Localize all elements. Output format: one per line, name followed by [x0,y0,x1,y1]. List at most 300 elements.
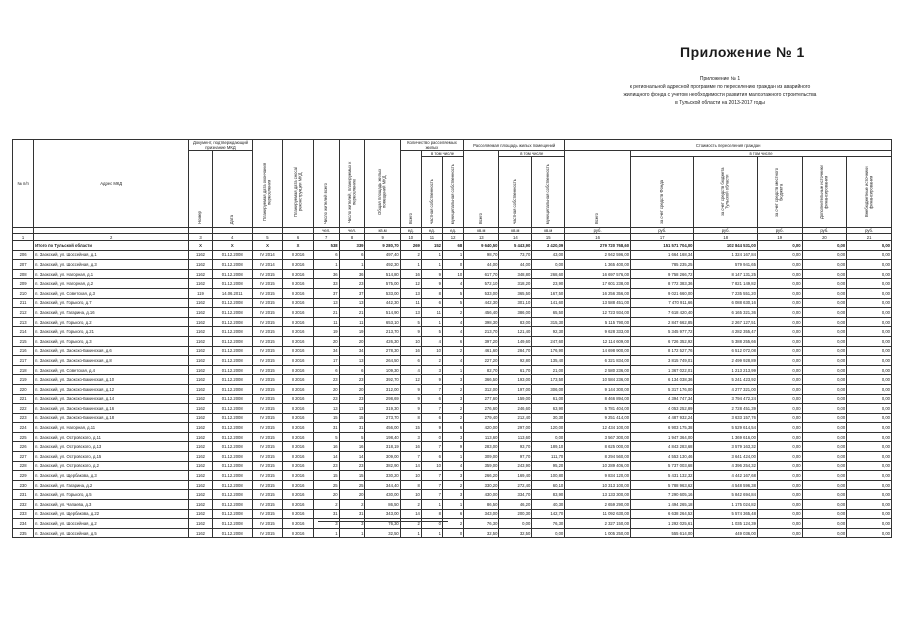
table-cell: 0,00 [757,375,802,385]
table-cell: IV 2015 [252,471,283,481]
table-cell: 7 [421,384,442,394]
table-cell: II 2016 [283,480,314,490]
table-cell: 211 [13,298,34,308]
table-cell: 11 [421,308,442,318]
table-cell: IV 2014 [252,260,283,270]
table-cell: 3 567 300,00 [565,432,631,442]
table-cell: 278,30 [365,346,400,356]
table-cell: 119 [189,288,213,298]
table-cell: 23 [313,375,339,385]
table-cell: 17 [313,356,339,366]
table-cell: 121,40 [499,327,532,337]
table-cell: 343,00 [464,509,499,519]
table-cell: 4 [421,336,442,346]
table-cell: 1162 [189,346,213,356]
table-row [13,500,892,510]
table-cell: IV 2015 [252,269,283,279]
table-cell: 0,00 [847,500,892,510]
table-cell: 14 [339,452,365,462]
table-cell: II 2016 [283,250,314,260]
table-cell: п. Заокский, ул. Горького, д.21 [34,327,189,337]
column-number-cell: 1 [13,234,34,241]
table-cell: 0,00 [847,490,892,500]
table-cell: II 2016 [283,432,314,442]
table-cell: 6 638 264,52 [631,509,694,519]
table-cell: 4 [443,356,464,366]
table-cell: 23,90 [532,279,565,289]
table-row [13,308,892,318]
table-cell: 0,00 [802,509,847,519]
table-cell: 617,70 [464,269,499,279]
table-cell: 83,00 [499,317,532,327]
table-cell: 135,40 [532,356,565,366]
table-cell: 0,00 [757,423,802,433]
table-cell: 01.12.2008 [212,308,252,318]
table-cell: 344,40 [365,480,400,490]
table-cell: 6 [421,413,442,423]
table-cell: II 2016 [283,423,314,433]
table-cell: 01.12.2008 [212,279,252,289]
table-cell: 0,00 [532,528,565,538]
table-cell: 1162 [189,423,213,433]
table-cell: 01.12.2008 [212,442,252,452]
unit-cell: руб. [802,228,847,234]
table-cell: 217 [13,356,34,366]
table-cell: 279,40 [464,413,499,423]
table-cell: 151 571 704,00 [631,241,694,251]
table-cell: п. Заокский, ул. Горького, д.7 [34,298,189,308]
table-cell: 9 [400,404,421,414]
table-cell: II 2016 [283,471,314,481]
table-cell: 12 434 100,00 [565,423,631,433]
table-cell: II 2016 [283,356,314,366]
table-cell: 301,10 [499,298,532,308]
table-cell: 0,00 [757,471,802,481]
table-cell: 7 821 149,82 [694,279,757,289]
table-cell: 1 [443,452,464,462]
table-cell: 0,00 [802,442,847,452]
table-cell: п. Заокский, ул. Заокско-Бакинская, д.10 [34,375,189,385]
table-cell: 23 [313,461,339,471]
table-cell: 461,60 [464,346,499,356]
table-cell: 0,00 [847,288,892,298]
unit-cell: кв.м [532,228,565,234]
table-cell: 1162 [189,336,213,346]
table-cell: 1162 [189,317,213,327]
table-cell: 1 367 022,01 [631,365,694,375]
column-number-cell: 12 [443,234,464,241]
table-cell: 6 [443,509,464,519]
table-cell: 76,30 [532,519,565,529]
table-cell: 0,00 [847,394,892,404]
table-cell: 497,40 [365,250,400,260]
table-cell: 01.12.2008 [212,452,252,462]
table-cell: 2 267 127,51 [694,317,757,327]
table-cell: IV 2015 [252,480,283,490]
col-rooms-private: частная собственность [421,157,442,228]
table-cell: 1 035 124,39 [694,519,757,529]
table-cell: 0,00 [802,452,847,462]
table-cell: 492,30 [365,260,400,270]
table-cell: II 2016 [283,394,314,404]
table-cell: IV 2015 [252,394,283,404]
table-cell: 0,00 [802,260,847,270]
table-cell: 0,00 [847,250,892,260]
table-cell: IV 2015 [252,375,283,385]
table-cell: 0,00 [847,375,892,385]
table-cell: п. Заокский, ул. Шоссейная, д.2 [34,519,189,529]
table-cell: 5 574 365,48 [694,509,757,519]
table-cell: 297,00 [499,423,532,433]
table-cell: 366,50 [464,375,499,385]
table-cell: 10 584 236,00 [565,375,631,385]
table-cell: IV 2015 [252,500,283,510]
appendix-note [560,75,880,107]
col-doc-date: Дата [212,151,252,228]
table-cell: 0,00 [757,461,802,471]
table-cell: 1162 [189,461,213,471]
table-row [13,336,892,346]
table-cell: 113,60 [499,432,532,442]
table-cell: 6 [313,250,339,260]
table-cell: 785 235,25 [631,260,694,270]
table-cell: 7 618 420,40 [631,308,694,318]
table-row [13,356,892,366]
column-number-cell: 8 [339,234,365,241]
table-cell: 1 [421,260,442,270]
table-cell: 229 [13,471,34,481]
column-number-cell: 2 [34,234,189,241]
table-cell: 61,00 [532,394,565,404]
table-cell: 01.12.2008 [212,394,252,404]
table-cell: 1162 [189,394,213,404]
table-cell: II 2016 [283,288,314,298]
col-cost-region: за счет средств бюджета Тульской области [694,157,757,228]
table-cell: 5 [313,432,339,442]
table-cell: 0,00 [802,356,847,366]
table-cell: 0,00 [847,365,892,375]
table-cell: 13 [313,404,339,414]
table-cell: 15 [313,413,339,423]
table-cell: 6 [421,298,442,308]
table-cell: II 2016 [283,490,314,500]
table-cell: 442,30 [365,298,400,308]
unit-cell: чел. [339,228,365,234]
table-cell: 227,20 [464,356,499,366]
table-cell: IV 2015 [252,519,283,529]
col-num: № п/п [13,140,34,228]
table-cell: 1162 [189,250,213,260]
table-cell: IV 2015 [252,509,283,519]
table-cell: 3 [339,519,365,529]
table-row [13,471,892,481]
table-cell: 23 [339,375,365,385]
table-cell: 9 758 266,72 [631,269,694,279]
unit-cell: руб. [694,228,757,234]
table-cell: 1162 [189,279,213,289]
table-row [13,394,892,404]
table-cell: 0,00 [847,509,892,519]
table-cell: 0,00 [757,269,802,279]
table-cell: IV 2015 [252,356,283,366]
table-cell: 456,00 [365,423,400,433]
table-cell: 8 147 131,25 [694,269,757,279]
table-cell: IV 2015 [252,413,283,423]
table-cell: 63,90 [532,404,565,414]
table-row [13,279,892,289]
table-cell: 330,20 [464,480,499,490]
table-cell: 92,80 [499,356,532,366]
table-cell: 266,20 [464,471,499,481]
table-cell: 43,00 [532,250,565,260]
table-cell: 0,00 [757,279,802,289]
table-cell: X [212,241,252,251]
table-cell: 4 487 932,24 [631,413,694,423]
table-cell: 1 [421,250,442,260]
col-cost-fund: за счет средств Фонда [631,157,694,228]
table-cell: 5 241 423,92 [694,375,757,385]
table-row [13,480,892,490]
table-row [13,509,892,519]
col-cost-additional: Дополнительные источники финансирования [802,157,847,228]
table-cell: 34 [339,346,365,356]
table-cell: 221 [13,394,34,404]
table-cell: 0,00 [847,423,892,433]
table-cell: IV 2015 [252,452,283,462]
table-cell: 19 [313,327,339,337]
table-cell: 25 [339,480,365,490]
table-cell: 7 290 605,16 [631,490,694,500]
table-cell: п. Заокский, ул. Горького, д.3 [34,336,189,346]
unit-cell: руб. [757,228,802,234]
table-cell: 1 [421,317,442,327]
table-cell: 3 [400,432,421,442]
table-cell: 31 [313,423,339,433]
table-cell: 1 [400,260,421,270]
table-cell: 01.12.2008 [212,461,252,471]
table-cell: 36 [313,269,339,279]
table-cell: 65,50 [532,308,565,318]
table-row [13,528,892,538]
table-cell: 83,90 [532,490,565,500]
table-cell: 3 579 163,32 [694,442,757,452]
table-cell: 100,80 [532,471,565,481]
table-cell: 4 548 596,38 [694,480,757,490]
table-row [13,298,892,308]
table-cell: 5 [421,327,442,337]
table-cell: 15 [400,423,421,433]
table-cell: IV 2015 [252,384,283,394]
table-cell: IV 2015 [252,308,283,318]
table-cell: 3 [443,432,464,442]
table-cell: 12 [400,375,421,385]
table-cell: 17 601 238,00 [565,279,631,289]
table-cell: 572,10 [464,279,499,289]
table-cell: 0,00 [757,308,802,318]
table-cell: 0,00 [532,432,565,442]
table-cell: 247,60 [532,336,565,346]
table-cell: 01.12.2008 [212,404,252,414]
table-cell: 159,00 [499,394,532,404]
table-cell: 343,00 [365,509,400,519]
column-number-cell: 21 [847,234,892,241]
table-cell: 9 [421,279,442,289]
table-cell: 13 [339,404,365,414]
table-cell: II 2016 [283,327,314,337]
column-numbers-row [13,234,892,241]
table-cell: 1 [400,528,421,538]
table-cell: 0,00 [802,336,847,346]
table-cell: 12 723 934,00 [565,308,631,318]
table-cell: 0,00 [847,528,892,538]
col-area-total: Всего [464,151,499,228]
table-cell: IV 2015 [252,288,283,298]
table-cell: 0 [421,519,442,529]
table-cell: 8 294 560,00 [565,452,631,462]
incl-rooms: в том числе [421,151,463,157]
table-cell: 01.12.2008 [212,365,252,375]
table-cell: 2 847 662,85 [631,317,694,327]
table-cell: 1 [313,260,339,270]
table-cell: 60,10 [532,480,565,490]
column-number-cell: 6 [283,234,314,241]
table-cell: 2 [400,519,421,529]
table-cell: 01.12.2008 [212,298,252,308]
table-cell: 2 [421,356,442,366]
table-cell: 2 [313,500,339,510]
table-cell: 15 [313,471,339,481]
table-cell: 234 [13,519,34,529]
table-row [13,432,892,442]
table-cell: 6 903 175,38 [631,423,694,433]
table-cell: 01.12.2008 [212,480,252,490]
table-cell: 2 [400,250,421,260]
table-cell: 01.12.2008 [212,423,252,433]
table-cell: 1162 [189,356,213,366]
table-cell: 9 [421,375,442,385]
table-cell: 4 [443,461,464,471]
table-cell: 0,00 [757,394,802,404]
unit-cell: руб. [847,228,892,234]
table-cell: 16 [313,442,339,452]
table-cell: 0,00 [802,298,847,308]
table-cell: II 2016 [283,298,314,308]
table-cell: 14.06.2011 [212,288,252,298]
table-cell: 0,00 [802,384,847,394]
table-cell: 533,00 [464,288,499,298]
table-cell: 218 [13,365,34,375]
table-cell: 0,00 [757,356,802,366]
table-cell: 2 327 150,00 [565,519,631,529]
table-cell: 21 [339,308,365,318]
table-cell: п. Заокский, ул. Шоссейная, д.3 [34,260,189,270]
table-cell: 23 [313,394,339,404]
table-cell: 6 [443,336,464,346]
table-cell: 0,00 [847,480,892,490]
table-cell: 0,00 [802,528,847,538]
table-cell: п. Заокский, ул. Нагорная, д.11 [34,423,189,433]
table-cell: 113,60 [464,432,499,442]
table-cell: 0,00 [802,308,847,318]
table-cell: 11 092 630,00 [565,509,631,519]
table-cell: 514,80 [365,269,400,279]
table-cell: 0,00 [847,327,892,337]
table-cell: 276,60 [464,404,499,414]
column-number-cell: 13 [464,234,499,241]
table-cell: п. Заокский, ул. Щербакова, д.22 [34,509,189,519]
table-cell: 7 [421,490,442,500]
table-cell: 575,00 [365,279,400,289]
col-address: Адрес МКД [34,140,189,228]
table-cell: II 2016 [283,375,314,385]
table-cell: 01.12.2008 [212,528,252,538]
table-cell: II 2016 [283,528,314,538]
table-cell: 6 [443,423,464,433]
table-cell: 1 213 213,99 [694,365,757,375]
table-cell: п. Заокский, ул. Щербакова, д.3 [34,471,189,481]
table-cell: 5 [400,317,421,327]
col-planned-date: Планируемая дата окончания переселения [252,140,283,228]
table-cell: 9 [400,394,421,404]
table-cell: 2 [443,413,464,423]
table-cell: 0,00 [802,288,847,298]
table-cell: 8 625 000,00 [565,442,631,452]
table-cell: 3 633 157,76 [694,413,757,423]
table-cell: 6 134 038,36 [631,375,694,385]
unit-cell: кв.м [464,228,499,234]
table-cell: 298,69 [365,394,400,404]
table-cell: 1 [443,365,464,375]
table-cell: 0,00 [802,413,847,423]
table-cell: 319,30 [365,404,400,414]
table-cell: 01.12.2008 [212,375,252,385]
table-cell: 348,80 [499,269,532,279]
col-total-area: Общая площадь жилых помещений МКД [365,140,400,228]
column-number-cell: 10 [400,234,421,241]
table-cell: 01.12.2008 [212,346,252,356]
table-cell: II 2016 [283,461,314,471]
table-cell: 92,30 [532,327,565,337]
table-cell: 0,00 [802,471,847,481]
table-cell: IV 2014 [252,250,283,260]
table-cell: 40,30 [532,500,565,510]
table-cell: 0,00 [757,241,802,251]
table-cell: 8 [400,413,421,423]
table-cell: 73,70 [499,250,532,260]
table-cell: 32,50 [499,528,532,538]
table-cell: 0,00 [757,346,802,356]
table-cell: 23 [339,394,365,404]
table-cell: 216 [13,346,34,356]
table-cell: II 2016 [283,365,314,375]
table-cell: 86,50 [464,500,499,510]
table-cell: 0,00 [757,452,802,462]
table-cell: 01.12.2008 [212,471,252,481]
table-cell: 0,00 [847,461,892,471]
table-cell: п. Заокский, ул. Островского, д.13 [34,442,189,452]
table-cell: п. Заокский, ул. Заокско-Бакинская, д.16 [34,404,189,414]
table-cell: п. Заокский, ул. Шоссейная, д.1 [34,250,189,260]
incl-cost: в том числе [631,151,892,157]
table-cell: 230 [13,480,34,490]
table-cell: II 2016 [283,452,314,462]
table-cell: 1162 [189,413,213,423]
table-cell: 6 [421,452,442,462]
table-cell: II 2016 [283,260,314,270]
table-cell: 0,00 [847,384,892,394]
unit-cell: кв.м [499,228,532,234]
table-cell: 21 [313,308,339,318]
